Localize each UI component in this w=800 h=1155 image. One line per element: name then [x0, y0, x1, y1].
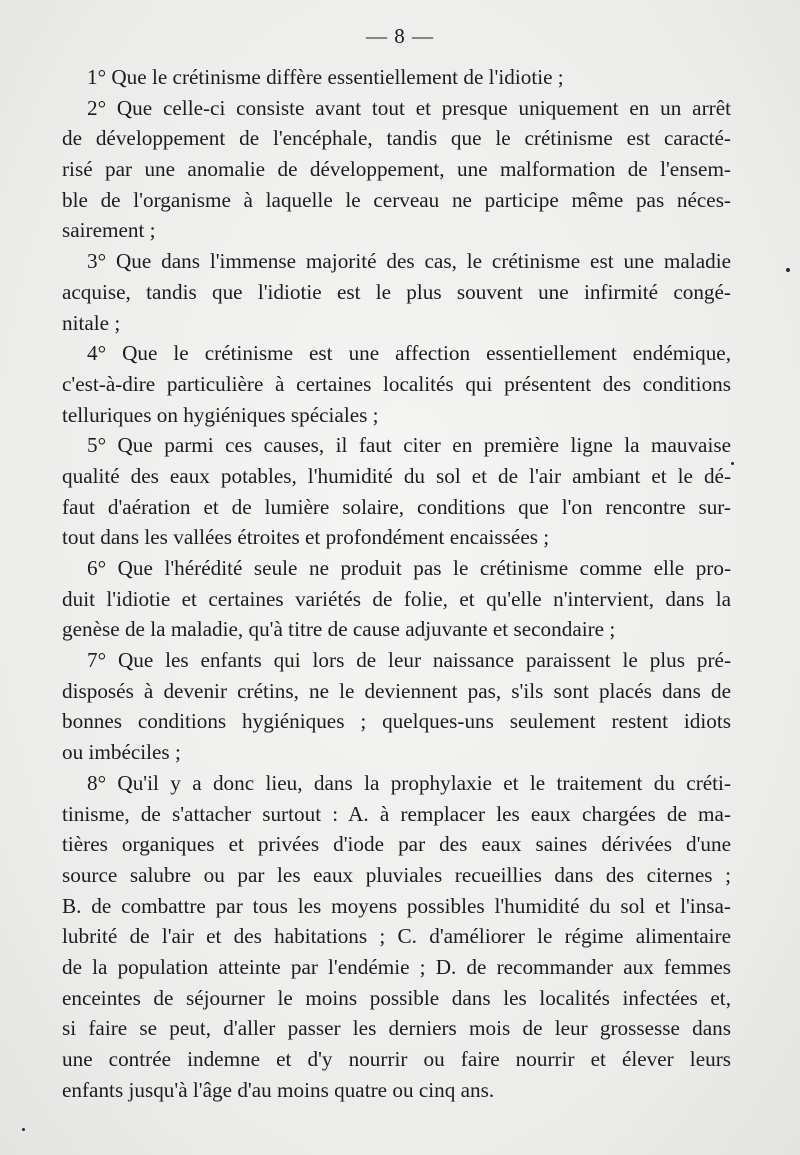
text-line: tout dans les vallées étroites et profondément encaissées ;	[62, 525, 550, 550]
text-line: acquise, tandis que l'idiotie est le plus souvent une infirmité congé-	[62, 279, 731, 304]
text-line: bonnes conditions hygiéniques ; quelques-uns seulement restent idiots	[62, 709, 731, 734]
ink-speck	[731, 462, 734, 465]
text-line: 7° Que les enfants qui lors de leur naissance paraissent le plus pré-	[87, 648, 731, 673]
text-line: 8° Qu'il y a donc lieu, dans la prophylaxie et le traitement du créti-	[87, 770, 731, 795]
text-line: enfants jusqu'à l'âge d'au moins quatre ou cinq ans.	[62, 1077, 495, 1102]
text-line: telluriques on hygiéniques spéciales ;	[62, 402, 379, 427]
text-line: nitale ;	[62, 310, 121, 335]
text-line: disposés à devenir crétins, ne le deviennent pas, s'ils sont placés dans de	[62, 678, 731, 703]
text-line: tières organiques et privées d'iode par des eaux saines dérivées d'une	[62, 832, 731, 857]
text-line: ou imbéciles ;	[62, 740, 181, 765]
text-line: c'est-à-dire particulière à certaines localités qui présentent des conditions	[62, 371, 731, 396]
text-line: si faire se peut, d'aller passer les derniers mois de leur grossesse dans	[62, 1016, 731, 1041]
text-line: B. de combattre par tous les moyens possibles l'humidité du sol et l'insa-	[62, 893, 731, 918]
ink-speck	[22, 1128, 25, 1131]
text-line: risé par une anomalie de développement, une malformation de l'ensem-	[62, 157, 731, 182]
body-text	[62, 62, 731, 1105]
text-line: sairement ;	[62, 218, 156, 243]
text-line: ble de l'organisme à laquelle le cerveau ne participe même pas néces-	[62, 187, 731, 212]
text-line: 4° Que le crétinisme est une affection essentiellement endémique,	[87, 341, 731, 366]
text-line: duit l'idiotie et certaines variétés de folie, et qu'elle n'intervient, dans la	[62, 586, 731, 611]
text-line: source salubre ou par les eaux pluviales recueillies dans des citernes ;	[62, 862, 731, 887]
text-line: genèse de la maladie, qu'à titre de cause adjuvante et secondaire ;	[62, 617, 616, 642]
text-line: de la population atteinte par l'endémie ; D. de recommander aux femmes	[62, 954, 731, 979]
text-line: 6° Que l'hérédité seule ne produit pas le crétinisme comme elle pro-	[87, 556, 731, 580]
text-line: 2° Que celle-ci consiste avant tout et presque uniquement en un arrêt	[87, 95, 731, 120]
ink-speck	[786, 268, 790, 272]
text-line: 5° Que parmi ces causes, il faut citer en première ligne la mauvaise	[87, 433, 731, 458]
text-line: 3° Que dans l'immense majorité des cas, le crétinisme est une maladie	[87, 249, 731, 274]
text-line: tinisme, de s'attacher surtout : A. à remplacer les eaux chargées de ma-	[62, 801, 731, 826]
text-line: une contrée indemne et d'y nourrir ou faire nourrir et élever leurs	[62, 1047, 731, 1071]
text-line: qualité des eaux potables, l'humidité du sol et de l'air ambiant et le dé-	[62, 463, 731, 488]
text-line: de développement de l'encéphale, tandis que le crétinisme est caracté-	[62, 126, 731, 151]
text-line: 1° Que le crétinisme diffère essentiellement de l'idiotie ;	[87, 65, 564, 89]
text-line: lubrité de l'air et des habitations ; C. d'améliorer le régime alimentaire	[62, 924, 731, 949]
text-line: faut d'aération et de lumière solaire, conditions que l'on rencontre sur-	[62, 494, 731, 519]
text-line: enceintes de séjourner le moins possible dans les localités infectées et,	[62, 985, 731, 1010]
page-number: — 8 —	[366, 24, 434, 48]
